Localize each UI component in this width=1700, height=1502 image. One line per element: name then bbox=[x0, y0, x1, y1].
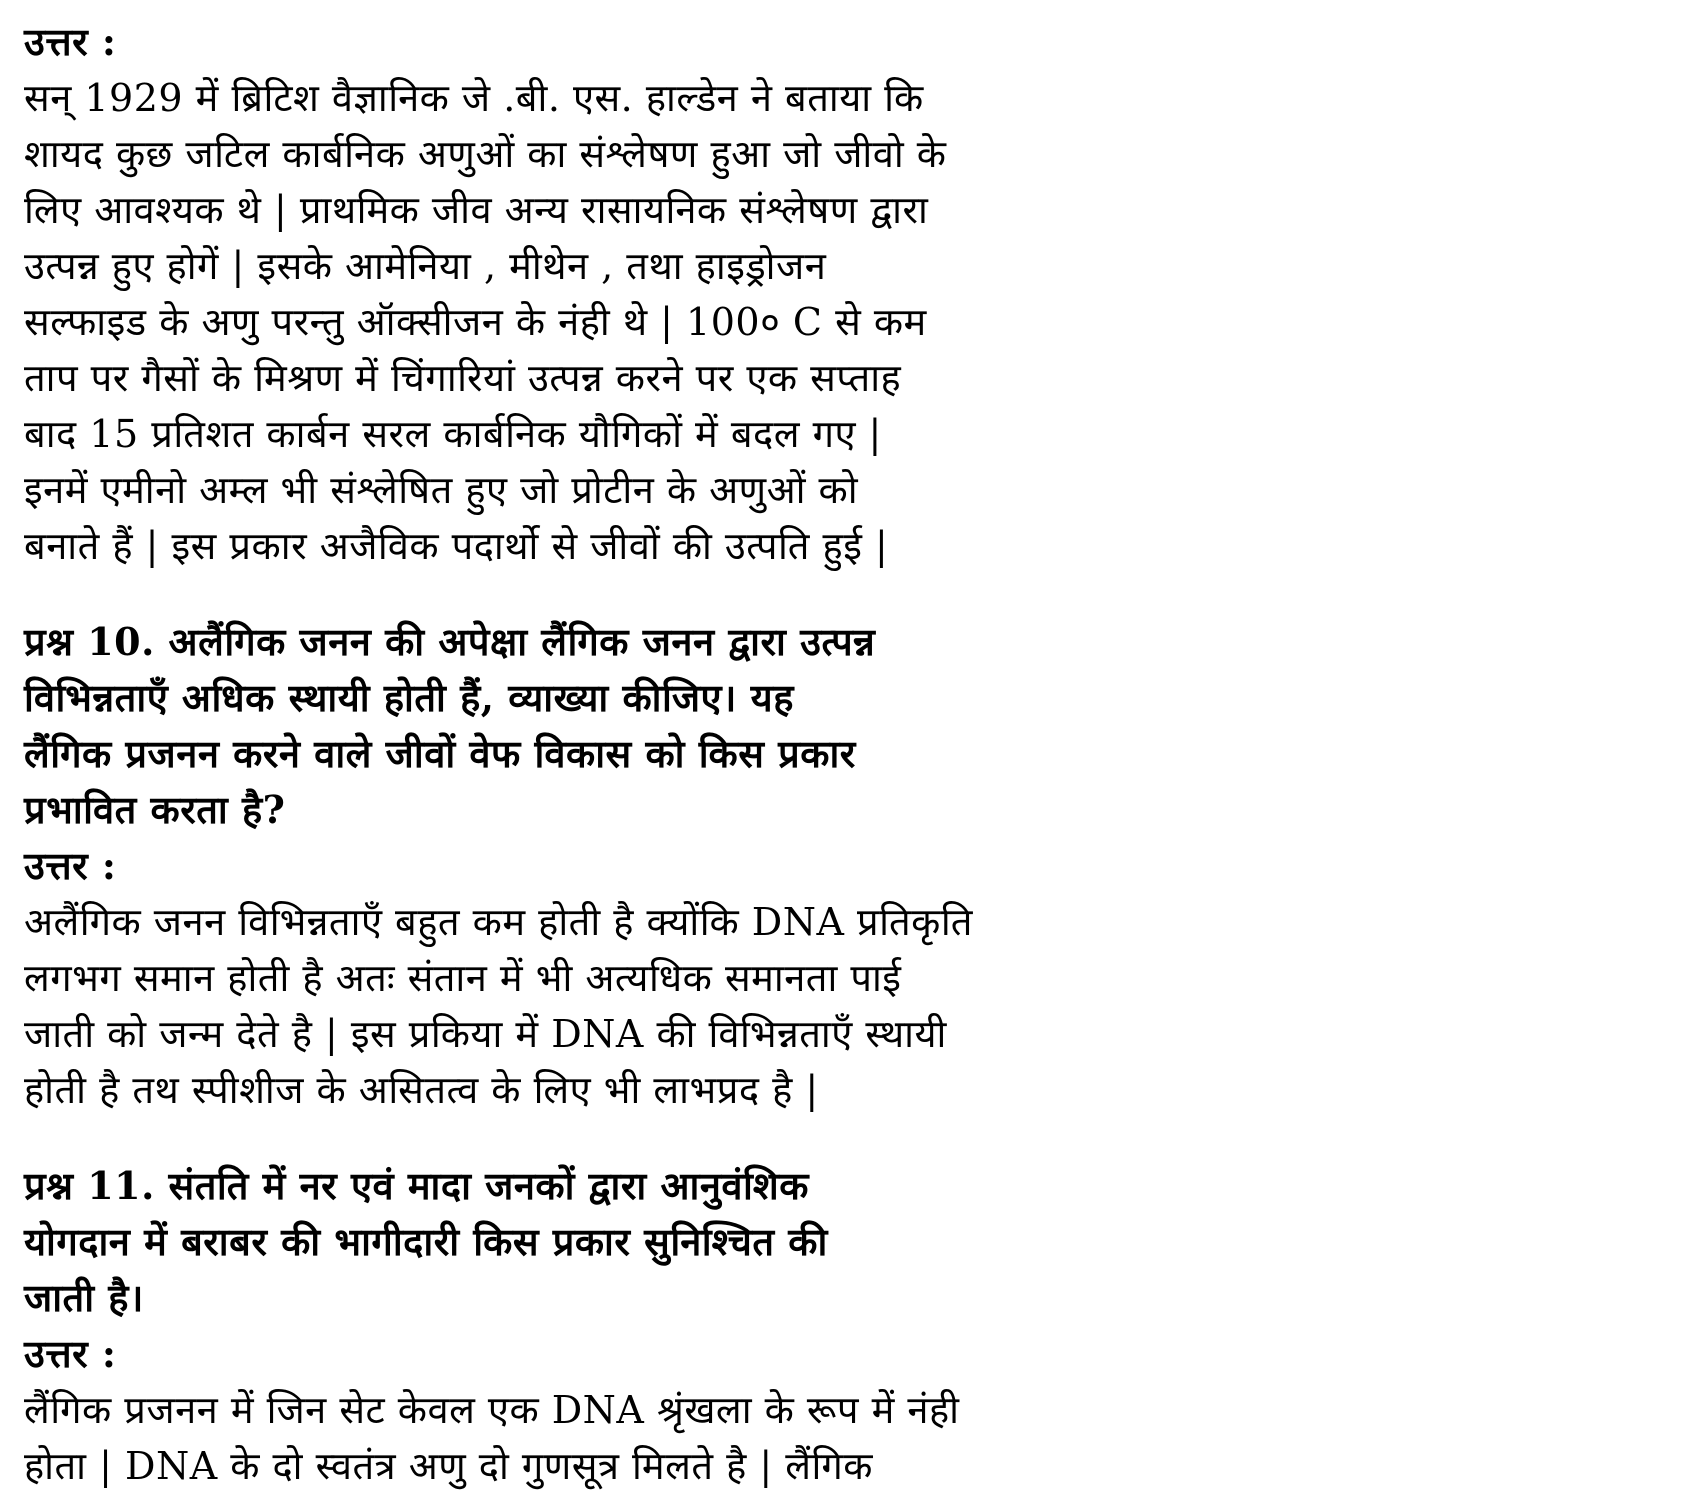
answer-label: उत्तर : bbox=[24, 1331, 117, 1376]
answer-line: होती है तथ स्पीशीज के असितत्व के लिए भी लाभप्रद है | bbox=[24, 1068, 819, 1112]
answer-line: लगभग समान होती है अतः संतान में भी अत्यधिक समानता पाई bbox=[24, 956, 902, 1000]
question-line: विभिन्नताएँ अधिक स्थायी होती हैं, व्याख्या कीजिए। यह bbox=[24, 675, 794, 720]
answer-label: उत्तर : bbox=[24, 843, 117, 888]
question-line: योगदान में बराबर की भागीदारी किस प्रकार सुनिश्चित की bbox=[24, 1219, 828, 1264]
answer-line: इनमें एमीनो अम्ल भी संश्लेषित हुए जो प्रोटीन के अणुओं को bbox=[24, 468, 859, 512]
answer-line: सल्फाइड के अणु परन्तु ऑक्सीजन के नंही थे | 100० C से कम bbox=[24, 300, 927, 344]
answer-line: लिए आवश्यक थे | प्राथमिक जीव अन्य रासायनिक संश्लेषण द्वारा bbox=[24, 188, 929, 232]
question-line: जाती है। bbox=[24, 1275, 144, 1320]
section-gap bbox=[24, 574, 1244, 614]
question-line: प्रश्न 10. अलैंगिक जनन की अपेक्षा लैंगिक जनन द्वारा उत्पन्न bbox=[24, 619, 876, 664]
question-line: प्रभावित करता है? bbox=[24, 787, 286, 832]
answer-line: ताप पर गैसों के मिश्रण में चिंगारियां उत्पन्न करने पर एक सप्ताह bbox=[24, 356, 902, 400]
answer-label: उत्तर : bbox=[24, 19, 117, 64]
document-page bbox=[24, 14, 1244, 1494]
answer-block-11 bbox=[24, 1326, 1244, 1494]
answer-line: जाती को जन्म देते है | इस प्रकिया में DNA की विभिन्नताएँ स्थायी bbox=[24, 1012, 947, 1056]
section-gap bbox=[24, 1118, 1244, 1158]
answer-line: बनाते हैं | इस प्रकार अजैविक पदार्थो से जीवों की उत्पति हुई | bbox=[24, 524, 889, 568]
answer-line: लैंगिक प्रजनन में जिन सेट केवल एक DNA श्रृंखला के रूप में नंही bbox=[24, 1388, 960, 1432]
question-line: लैंगिक प्रजनन करने वाले जीवों वेफ विकास को किस प्रकार bbox=[24, 731, 856, 776]
question-line: प्रश्न 11. संतति में नर एवं मादा जनकों द्वारा आनुवंशिक bbox=[24, 1163, 809, 1208]
answer-block-10 bbox=[24, 838, 1244, 1118]
answer-line: होता | DNA के दो स्वतंत्र अणु दो गुणसूत्र मिलते है | लैंगिक bbox=[24, 1444, 873, 1488]
answer-line: सन् 1929 में ब्रिटिश वैज्ञानिक जे .बी. एस. हाल्डेन ने बताया कि bbox=[24, 76, 924, 120]
question-block-10 bbox=[24, 614, 1244, 838]
answer-line: अलैंगिक जनन विभिन्नताएँ बहुत कम होती है क्योंकि DNA प्रतिकृति bbox=[24, 900, 973, 944]
question-block-11 bbox=[24, 1158, 1244, 1326]
answer-line: शायद कुछ जटिल कार्बनिक अणुओं का संश्लेषण हुआ जो जीवो के bbox=[24, 132, 947, 176]
answer-block-9 bbox=[24, 14, 1244, 574]
answer-line: बाद 15 प्रतिशत कार्बन सरल कार्बनिक यौगिकों में बदल गए | bbox=[24, 412, 882, 456]
answer-line: उत्पन्न हुए होगें | इसके आमेनिया , मीथेन , तथा हाइड्रोजन bbox=[24, 244, 827, 288]
